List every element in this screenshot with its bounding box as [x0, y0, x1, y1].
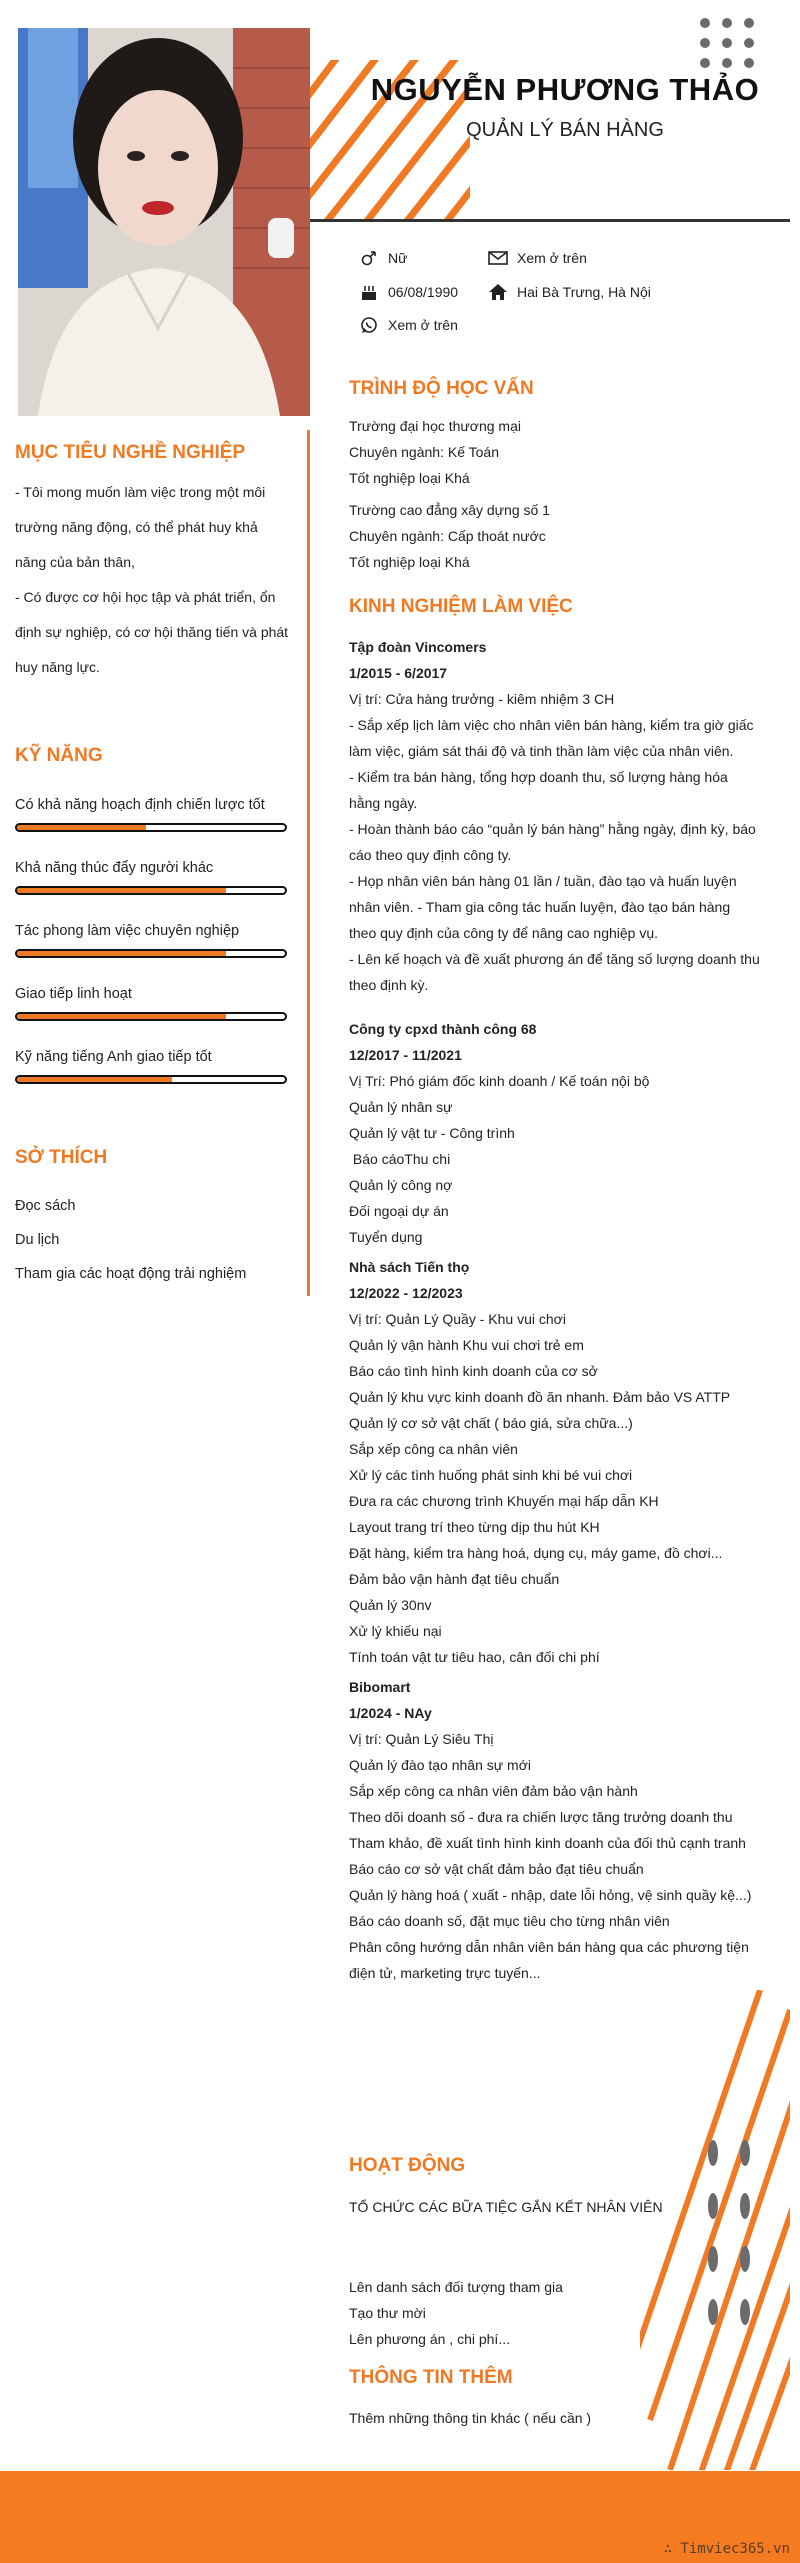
job-duty-line: Đưa ra các chương trình Khuyến mại hấp dẫn KH — [349, 1493, 659, 1509]
job-duty-line: Báo cáoThu chi — [349, 1151, 451, 1167]
job-duty-line: Quản lý đào tạo nhân sự mới — [349, 1757, 531, 1773]
education-heading: TRÌNH ĐỘ HỌC VẤN — [349, 378, 534, 399]
gender-text: Nữ — [388, 250, 408, 266]
education-grade: Tốt nghiệp loại Khá — [349, 470, 470, 486]
job-duty-line: - Họp nhân viên bán hàng 01 lần / tuần, đào tạo và huấn luyện nhân viên. - Tham gia công tác huấn luyện, đào tạo bán hàng theo quy định của công ty để nâng cao nghiệp vụ. — [349, 873, 741, 941]
skill-label: Khả năng thúc đẩy người khác — [15, 860, 214, 876]
job-duty-line: Đảm bảo vận hành đạt tiêu chuẩn — [349, 1571, 560, 1587]
job-period: 12/2022 - 12/2023 — [349, 1285, 463, 1301]
activity-item: Tạo thư mời — [349, 2305, 426, 2321]
job-period: 1/2015 - 6/2017 — [349, 665, 448, 681]
job-company: Tập đoàn Vincomers — [349, 639, 487, 655]
experience-heading: KINH NGHIỆM LÀM VIỆC — [349, 596, 573, 617]
skill-bar-fill — [17, 888, 226, 893]
candidate-title: QUẢN LÝ BÁN HÀNG — [466, 119, 664, 141]
job-period: 1/2024 - NAy — [349, 1705, 432, 1721]
job-duty-line: Quản lý công nợ — [349, 1177, 453, 1193]
envelope-icon — [487, 248, 509, 268]
job-duty-line: Quản lý vật tư - Công trình — [349, 1125, 515, 1141]
extra-info-text: Thêm những thông tin khác ( nếu cần ) — [349, 2410, 592, 2426]
job-duty-line: Layout trang trí theo từng dịp thu hút KH — [349, 1519, 600, 1535]
skill-bar — [15, 1012, 287, 1021]
skill-label: Tác phong làm việc chuyên nghiệp — [15, 923, 240, 939]
skill-bar-fill — [17, 1014, 226, 1019]
contact-email — [487, 248, 587, 268]
job-duty-line: Vị trí: Quản Lý Quầy - Khu vui chơi — [349, 1311, 566, 1327]
gender-icon — [358, 248, 380, 268]
activities-list — [349, 2274, 761, 2352]
job-duty-line: Báo cáo tình hình kinh doanh của cơ sở — [349, 1363, 598, 1379]
contact-phone — [358, 315, 458, 335]
education-school: Trường đại học thương mại — [349, 418, 521, 434]
job-duty-line: Xử lý khiếu nại — [349, 1623, 442, 1639]
job-duty-line: Đặt hàng, kiểm tra hàng hoá, dụng cụ, máy game, đồ chơi... — [349, 1545, 723, 1561]
left-column-divider — [307, 430, 310, 1296]
job-duty-line: Vị trí: Quản Lý Siêu Thị — [349, 1731, 494, 1747]
hobbies-heading: SỞ THÍCH — [15, 1147, 108, 1168]
job-duty-line: Quản lý hàng hoá ( xuất - nhập, date lỗi hỏng, vệ sinh quầy kệ...) — [349, 1887, 752, 1903]
watermark-text: ∴ Timviec365.vn — [663, 2541, 790, 2557]
birthday-cake-icon — [358, 282, 380, 302]
job-duty-line: Sắp xếp công ca nhân viên đảm bảo vận hành — [349, 1783, 638, 1799]
diagonal-stripes-decoration-bottom — [640, 1990, 790, 2470]
contact-birthdate — [358, 282, 458, 302]
header-divider — [310, 219, 790, 222]
skill-bar-fill — [17, 1077, 172, 1082]
candidate-name: NGUYỄN PHƯƠNG THẢO — [370, 72, 760, 107]
profile-photo — [18, 28, 310, 416]
hobby-item: Đọc sách — [15, 1198, 76, 1214]
job-duty-line: Đối ngoại dự án — [349, 1203, 449, 1219]
job-duty-line: Báo cáo cơ sở vật chất đảm bảo đạt tiêu chuẩn — [349, 1861, 644, 1877]
job-duty-line: Quản lý cơ sở vật chất ( báo giá, sửa chữa...) — [349, 1415, 633, 1431]
skill-bar — [15, 1075, 287, 1084]
job-duty-line: Quản lý nhân sự — [349, 1099, 453, 1115]
job-duty-line: - Lên kế hoạch và đề xuất phương án để tăng số lượng doanh thu theo định kỳ. — [349, 951, 764, 993]
email-text: Xem ở trên — [517, 250, 587, 266]
activity-headline: TỔ CHỨC CÁC BỮA TIỆC GẮN KẾT NHÂN VIÊN — [349, 2199, 663, 2215]
home-icon — [487, 282, 509, 302]
job-company: Bibomart — [349, 1679, 411, 1695]
job-duty-line: Tham khảo, đề xuất tình hình kinh doanh của đối thủ cạnh tranh — [349, 1835, 746, 1851]
contact-address — [487, 282, 651, 302]
job-company: Nhà sách Tiến thọ — [349, 1259, 470, 1275]
job-period: 12/2017 - 11/2021 — [349, 1047, 462, 1063]
skill-bar — [15, 823, 287, 832]
phone-text: Xem ở trên — [388, 317, 458, 333]
job-duty-line: Báo cáo doanh số, đặt mục tiêu cho từng nhân viên — [349, 1913, 670, 1929]
birthdate-text: 06/08/1990 — [388, 284, 459, 300]
phone-chat-icon — [358, 315, 380, 335]
activity-item: Lên phương án , chi phí... — [349, 2331, 510, 2347]
job-duty-line: Sắp xếp công ca nhân viên — [349, 1441, 518, 1457]
job-duty-line: Phân công hướng dẫn nhân viên bán hàng qua các phương tiện điện tử, marketing trực tuyến... — [349, 1939, 753, 1981]
skill-label: Giao tiếp linh hoạt — [15, 986, 132, 1002]
education-major: Chuyên ngành: Kế Toán — [349, 444, 499, 460]
hobby-item: Du lịch — [15, 1232, 60, 1248]
job-duty-line: Xử lý các tình huống phát sinh khi bé vui chơi — [349, 1467, 633, 1483]
education-major: Chuyên ngành: Cấp thoát nước — [349, 528, 546, 544]
job-duty-line: Tuyển dụng — [349, 1229, 423, 1245]
job-duty-line: Quản lý khu vực kinh doanh đồ ăn nhanh. Đảm bảo VS ATTP — [349, 1389, 731, 1405]
job-duty-line: - Sắp xếp lịch làm việc cho nhân viên bán hàng, kiểm tra giờ giấc làm việc, giám sát thái độ và tinh thần làm việc của nhân viên. — [349, 717, 758, 759]
skill-label: Kỹ năng tiếng Anh giao tiếp tốt — [15, 1049, 212, 1065]
job-duty-line: - Hoàn thành báo cáo “quản lý bán hàng” hằng ngày, định kỳ, báo cáo theo quy định công ty. — [349, 821, 760, 863]
experience-list — [349, 634, 764, 1986]
skill-bar — [15, 949, 287, 958]
activities-heading: HOẠT ĐỘNG — [349, 2155, 466, 2176]
job-duty-line: Quản lý 30nv — [349, 1597, 432, 1613]
contact-gender — [358, 248, 407, 268]
job-duty-line: Theo dõi doanh số - đưa ra chiến lược tăng trưởng doanh thu — [349, 1809, 733, 1825]
skills-heading: KỸ NĂNG — [15, 745, 103, 766]
footer-bar — [0, 2471, 800, 2563]
education-grade: Tốt nghiệp loại Khá — [349, 554, 470, 570]
job-duty-line: Vị trí: Cửa hàng trưởng - kiêm nhiệm 3 CH — [349, 691, 615, 707]
extra-info-heading: THÔNG TIN THÊM — [349, 2367, 513, 2388]
skill-bar — [15, 886, 287, 895]
hobby-item: Tham gia các hoạt động trải nghiệm — [15, 1266, 247, 1282]
skill-bar-fill — [17, 951, 226, 956]
career-goal-heading: MỤC TIÊU NGHỀ NGHIỆP — [15, 442, 246, 463]
job-company: Công ty cpxd thành công 68 — [349, 1021, 537, 1037]
education-school: Trường cao đẳng xây dựng số 1 — [349, 502, 550, 518]
activity-item: Lên danh sách đối tượng tham gia — [349, 2279, 563, 2295]
education-list — [349, 413, 761, 575]
skill-bar-fill — [17, 825, 146, 830]
job-duty-line: - Kiểm tra bán hàng, tổng hợp doanh thu, số lượng hàng hóa hằng ngày. — [349, 769, 732, 811]
career-goal-text: - Tôi mong muốn làm việc trong một môi trường năng động, có thể phát huy khả năng của bản thân, - Có được cơ hội học tập và phát triển, ổn định sự nghiệp, có cơ hội thăng tiến và phát huy năng lực. — [15, 484, 289, 675]
job-duty-line: Quản lý vận hành Khu vui chơi trẻ em — [349, 1337, 584, 1353]
job-duty-line: Vị Trí: Phó giám đốc kinh doanh / Kế toán nội bộ — [349, 1073, 650, 1089]
skill-label: Có khả năng hoạch định chiến lược tốt — [15, 797, 265, 813]
job-duty-line: Tính toán vật tư tiêu hao, cân đối chi phí — [349, 1649, 600, 1665]
address-text: Hai Bà Trưng, Hà Nội — [517, 284, 651, 300]
